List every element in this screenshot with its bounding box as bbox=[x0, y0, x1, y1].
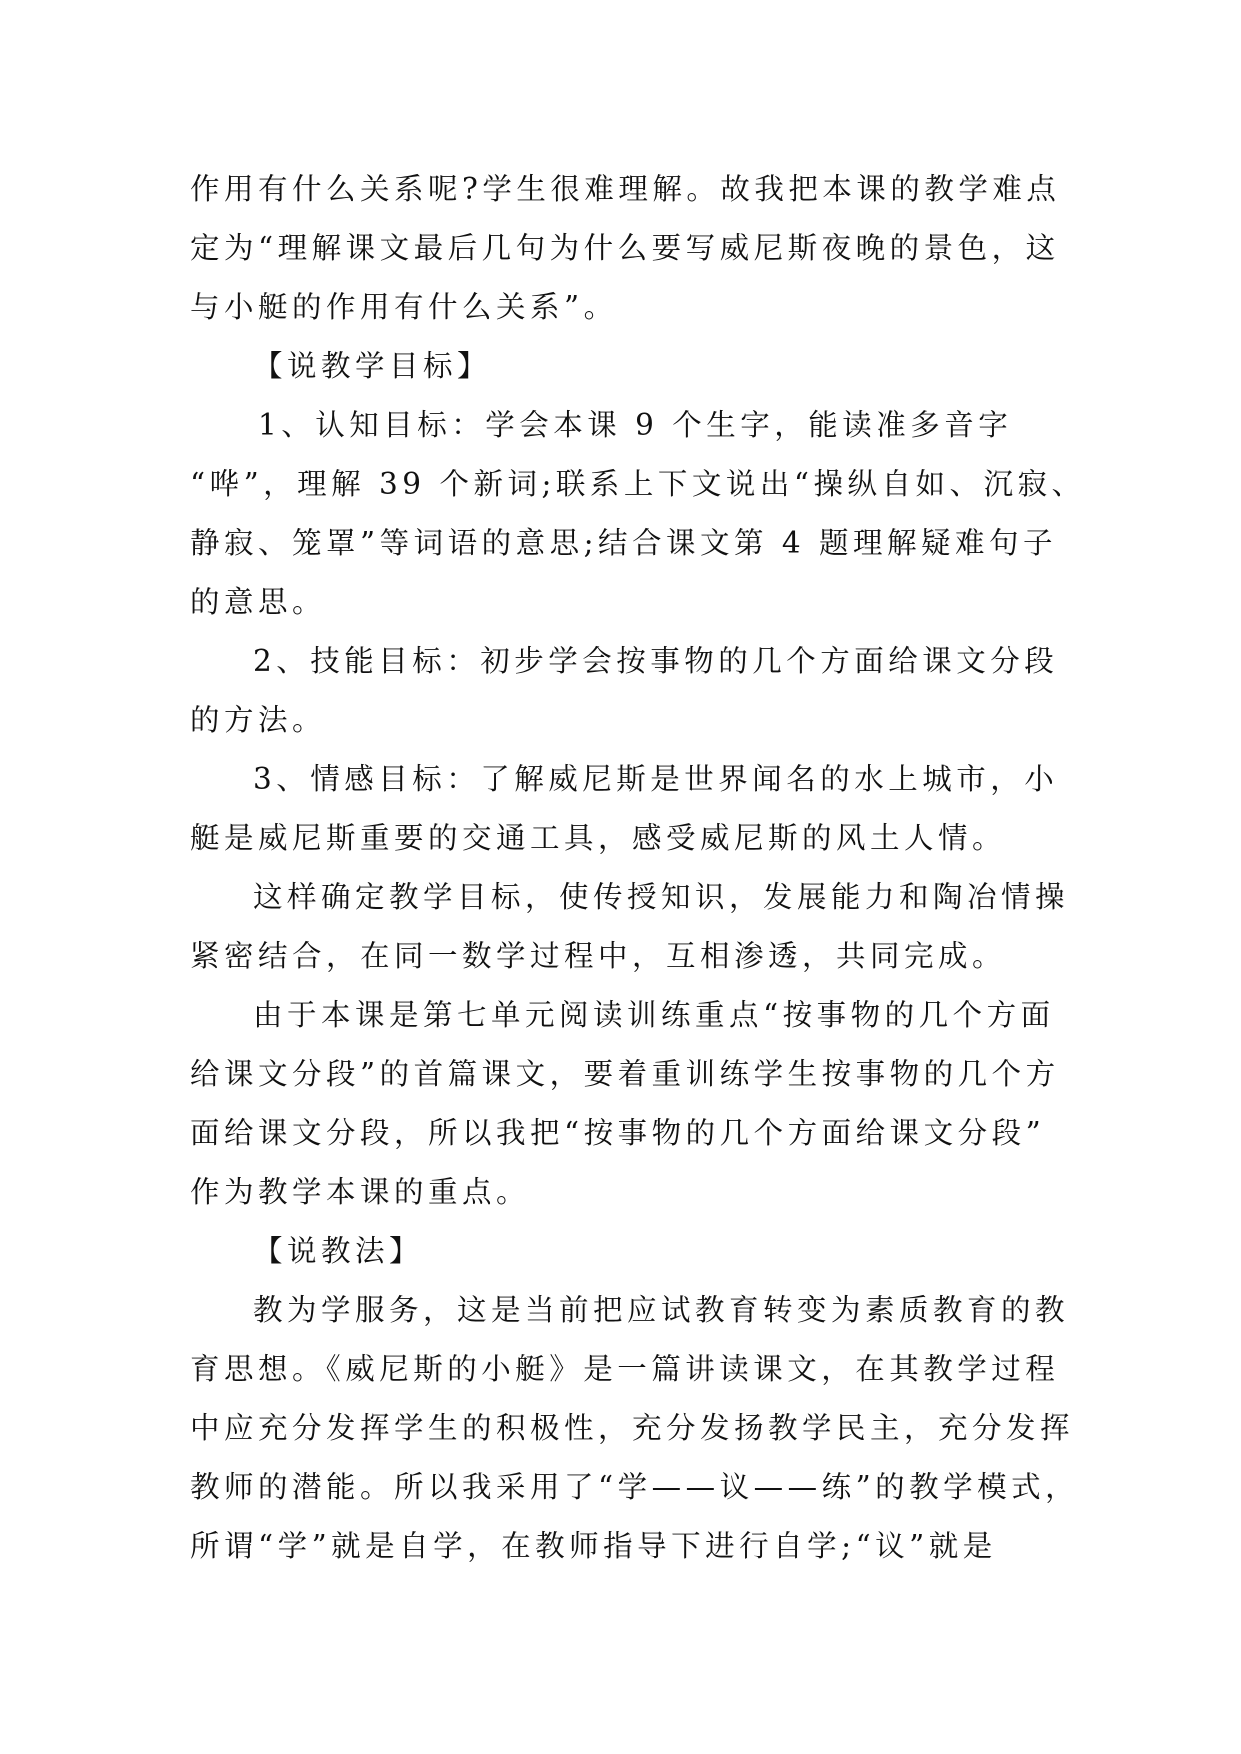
text-line: 艇是威尼斯重要的交通工具，感受威尼斯的风土人情。 bbox=[190, 821, 1007, 855]
text-line: 由于本课是第七单元阅读训练重点“按事物的几个方面 bbox=[253, 998, 1055, 1032]
text-line: 给课文分段”的首篇课文，要着重训练学生按事物的几个方 bbox=[190, 1057, 1060, 1091]
text-line: 作用有什么关系呢?学生很难理解。故我把本课的教学难点 bbox=[190, 172, 1061, 206]
section-heading-teaching-method: 【说教法】 bbox=[253, 1234, 424, 1268]
text-line: 定为“理解课文最后几句为什么要写威尼斯夜晚的景色，这 bbox=[190, 231, 1060, 265]
document-body bbox=[190, 160, 1086, 1576]
text-line: 与小艇的作用有什么关系”。 bbox=[190, 290, 618, 324]
text-line: 面给课文分段，所以我把“按事物的几个方面给课文分段” bbox=[190, 1116, 1046, 1150]
text-line: 育思想。《威尼斯的小艇》是一篇讲读课文，在其教学过程 bbox=[190, 1352, 1060, 1386]
text-line: 教为学服务，这是当前把应试教育转变为素质教育的教 bbox=[253, 1293, 1070, 1327]
text-line: 1、认知目标：学会本课 9 个生字，能读准多音字 bbox=[258, 408, 1013, 442]
text-line: “哗”，理解 39 个新词;联系上下文说出“操纵自如、沉寂、 bbox=[190, 467, 1086, 501]
text-line: 作为教学本课的重点。 bbox=[190, 1175, 531, 1209]
text-line: 静寂、笼罩”等词语的意思;结合课文第 4 题理解疑难句子 bbox=[190, 526, 1058, 560]
text-line: 教师的潜能。所以我采用了“学——议——练”的教学模式， bbox=[190, 1470, 1080, 1504]
text-line: 2、技能目标：初步学会按事物的几个方面给课文分段 bbox=[253, 644, 1059, 678]
section-heading-teaching-goals: 【说教学目标】 bbox=[253, 349, 492, 383]
text-line: 的意思。 bbox=[190, 585, 327, 619]
text-line: 紧密结合，在同一数学过程中，互相渗透，共同完成。 bbox=[190, 939, 1007, 973]
text-line: 3、情感目标：了解威尼斯是世界闻名的水上城市，小 bbox=[253, 762, 1059, 796]
text-line: 所谓“学”就是自学，在教师指导下进行自学;“议”就是 bbox=[190, 1529, 997, 1563]
text-line: 中应充分发挥学生的积极性，充分发扬教学民主，充分发挥 bbox=[190, 1411, 1075, 1445]
text-line: 这样确定教学目标，使传授知识，发展能力和陶冶情操 bbox=[253, 880, 1070, 914]
text-line: 的方法。 bbox=[190, 703, 327, 737]
